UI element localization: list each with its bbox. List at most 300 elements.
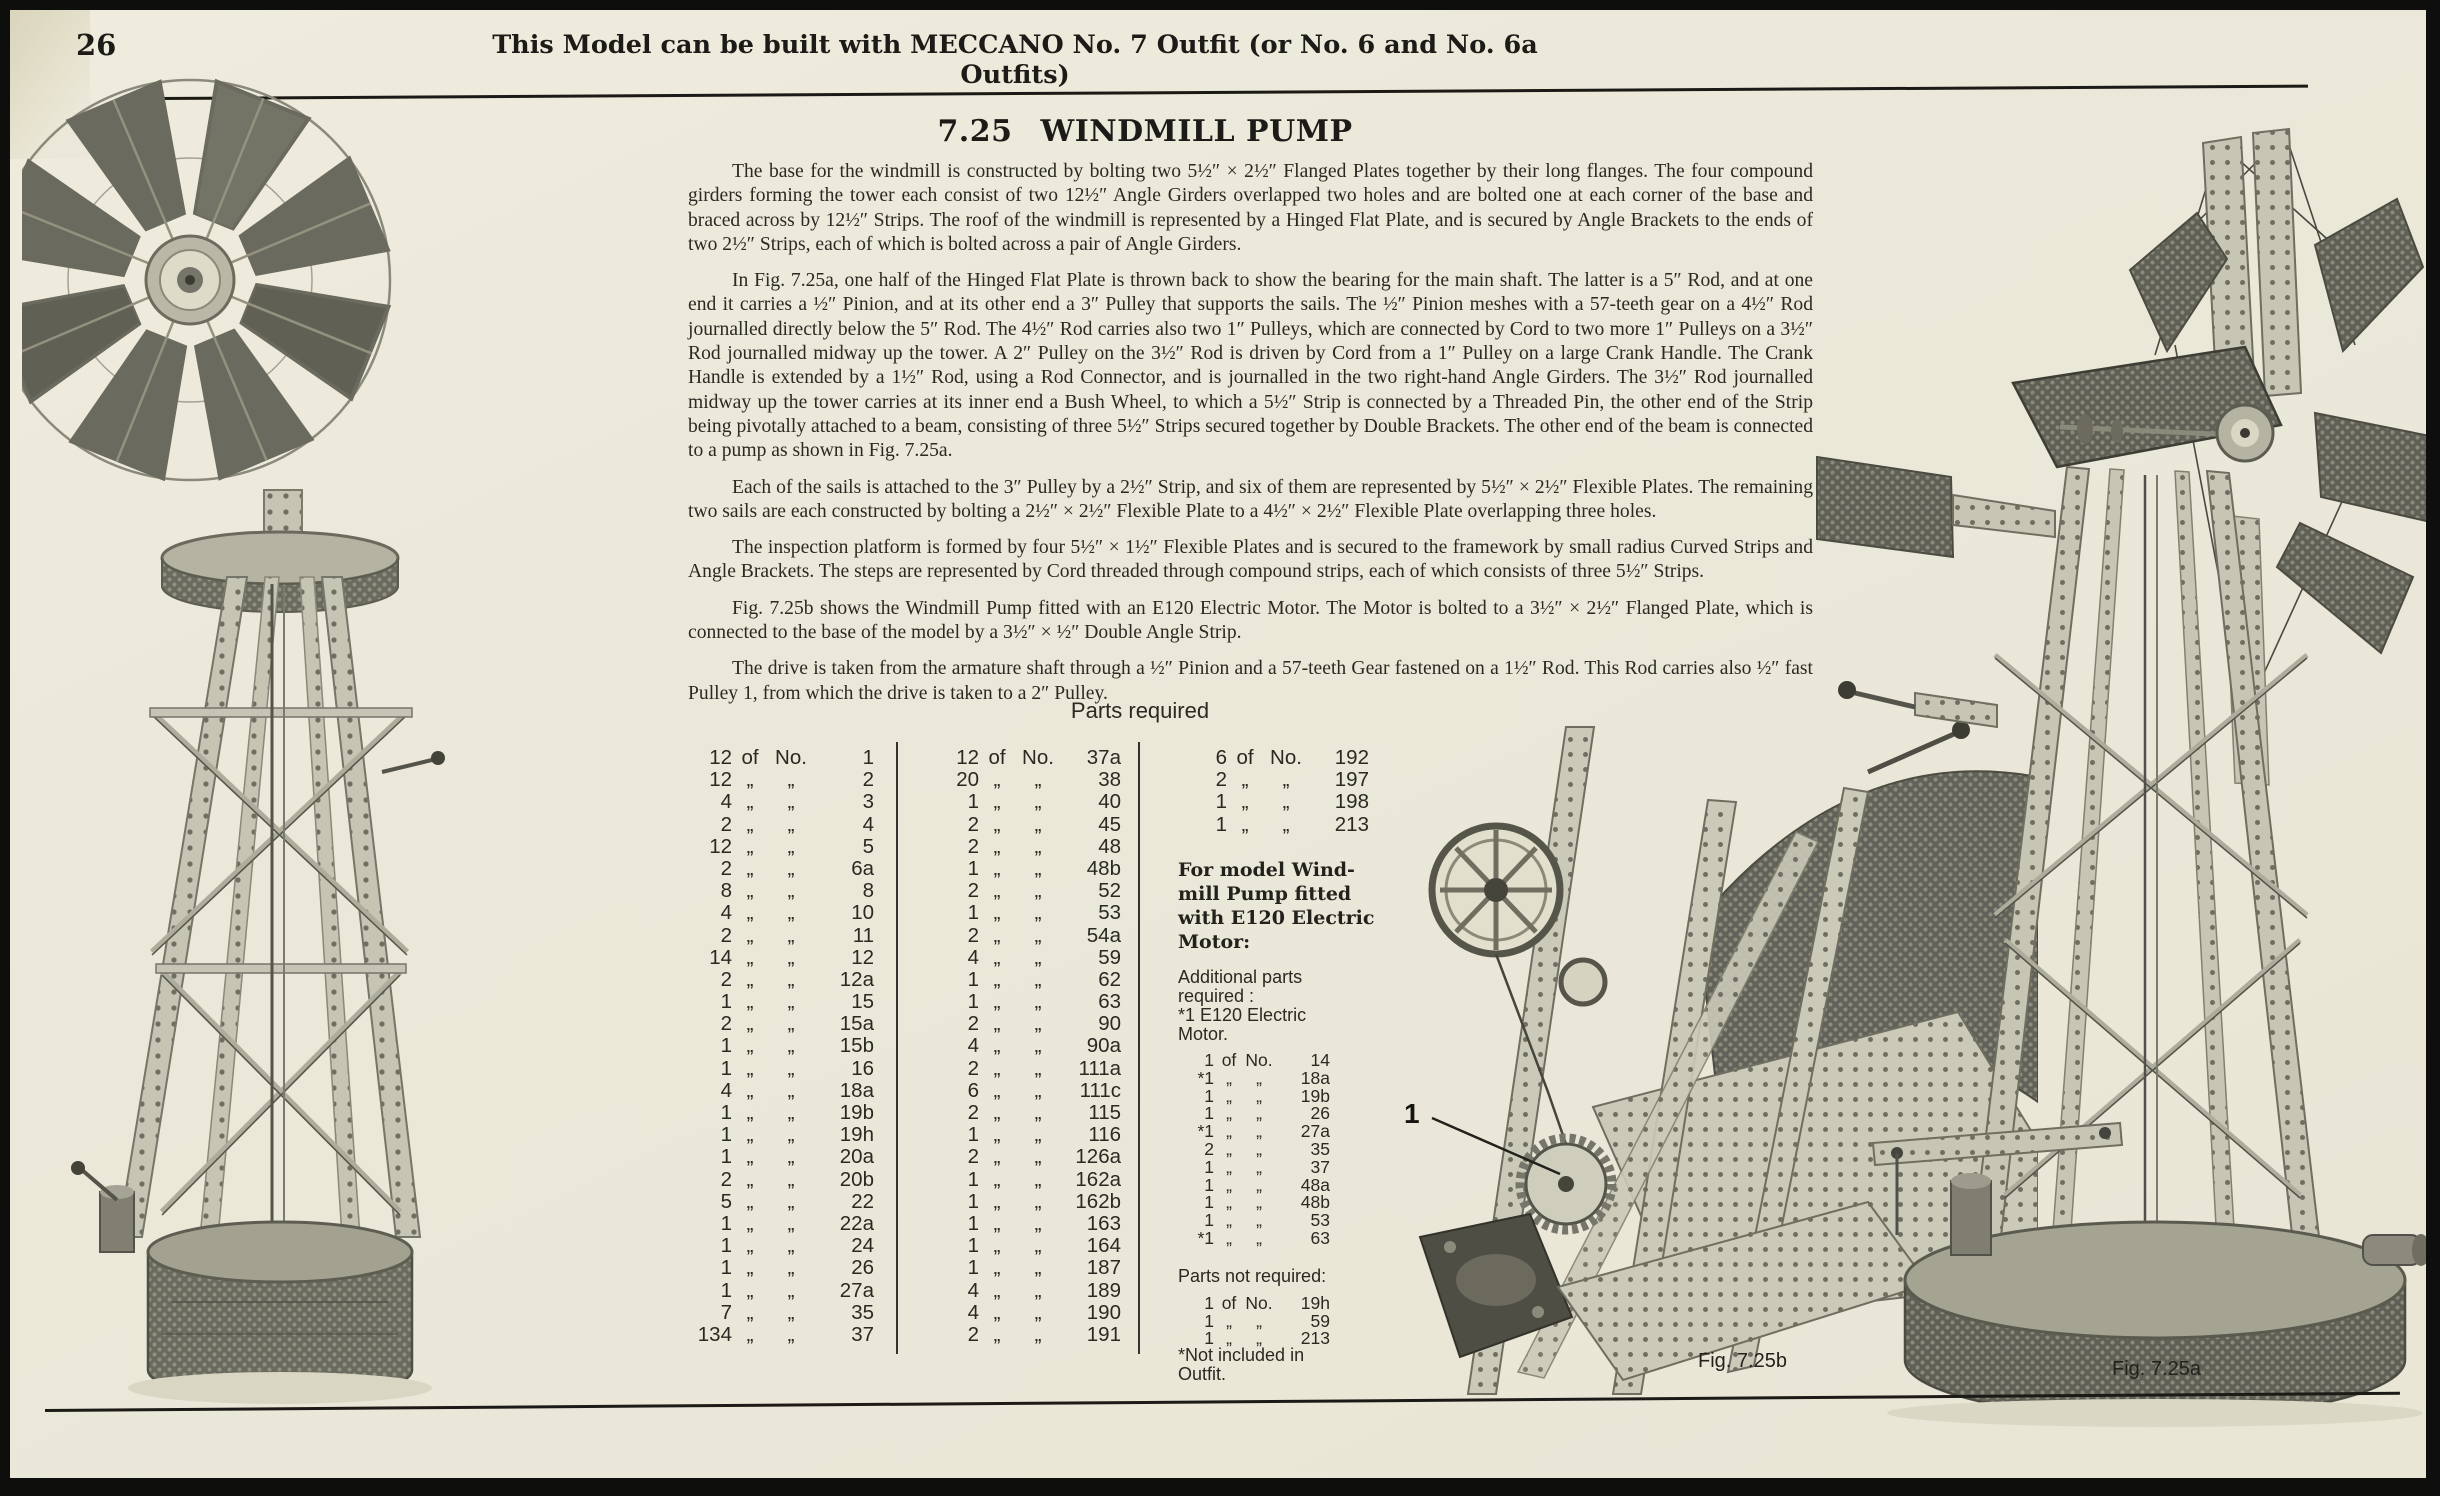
windmill-front-illustration (22, 72, 662, 1417)
column-divider-2 (1138, 742, 1140, 1354)
ditto-of: „ (746, 1322, 754, 1346)
callout-leader-line (1432, 1118, 1560, 1174)
part-quantity: 6 (1215, 746, 1227, 769)
ditto-of: „ (746, 967, 754, 991)
ditto-no: „ (787, 1101, 795, 1124)
part-number: 16 (851, 1056, 874, 1080)
part-number: 48b (1086, 856, 1121, 880)
part-quantity: *1 (1197, 1227, 1214, 1248)
ditto-no: „ (787, 1211, 795, 1235)
ditto-of: „ (746, 812, 754, 836)
ditto-no: „ (1034, 768, 1042, 792)
ditto-of: of (1221, 1050, 1237, 1070)
ditto-of: „ (993, 812, 1001, 836)
ditto-no: „ (1282, 812, 1290, 836)
part-quantity: 1 (720, 1145, 732, 1169)
part-number: 12 (851, 945, 874, 969)
part-quantity: 2 (720, 856, 732, 880)
part-number: 14 (1310, 1050, 1330, 1070)
part-number: 52 (1098, 879, 1121, 903)
ditto-no: „ (787, 1034, 795, 1058)
part-quantity: 1 (1204, 1328, 1214, 1349)
parts-row (686, 1256, 874, 1278)
ditto-no: „ (787, 923, 795, 947)
ditto-of: „ (1226, 1067, 1232, 1088)
ditto-no: „ (1256, 1103, 1262, 1124)
part-quantity: 2 (967, 1012, 979, 1036)
ditto-of: „ (746, 856, 754, 880)
part-number: 26 (851, 1256, 874, 1280)
parts-row (933, 1279, 1121, 1301)
part-quantity: 134 (697, 1322, 732, 1346)
ditto-of: „ (746, 790, 754, 814)
additional-part-row (1178, 1139, 1400, 1157)
part-quantity: 1 (720, 1101, 732, 1124)
parts-row (933, 1256, 1121, 1278)
part-quantity: 1 (967, 990, 979, 1014)
ditto-no: „ (1034, 1322, 1042, 1346)
model-number: 7.25 (937, 114, 1013, 149)
parts-row (933, 1123, 1121, 1145)
part-quantity: 12 (709, 768, 732, 792)
part-quantity: 1 (720, 1056, 732, 1080)
parts-row (686, 746, 874, 768)
part-number: 192 (1334, 746, 1369, 769)
parts-row (1181, 768, 1369, 790)
tower-lattice (118, 577, 420, 1237)
ditto-of: „ (1241, 812, 1249, 836)
part-quantity: 20 (956, 768, 979, 792)
ditto-of: „ (746, 1034, 754, 1058)
part-number: 164 (1086, 1234, 1121, 1258)
ditto-of: „ (746, 923, 754, 947)
part-quantity: 4 (720, 1078, 732, 1102)
part-quantity: 1 (1215, 790, 1227, 814)
ditto-no: „ (787, 834, 795, 858)
ditto-of: „ (746, 1123, 754, 1147)
parts-row (686, 968, 874, 990)
ditto-no: „ (1034, 812, 1042, 836)
ditto-of: of (988, 746, 1006, 769)
ditto-of: „ (746, 1300, 754, 1324)
part-number: 40 (1098, 790, 1121, 814)
ditto-no: „ (1034, 1234, 1042, 1258)
ditto-no: „ (1034, 1278, 1042, 1302)
part-quantity: 1 (967, 790, 979, 814)
ditto-of: „ (993, 1322, 1001, 1346)
ditto-of: „ (993, 901, 1001, 925)
windmill-front-photo (22, 72, 662, 1417)
parts-required-heading: Parts required (1070, 698, 1210, 723)
part-number: 19h (839, 1123, 874, 1147)
parts-row (933, 879, 1121, 901)
parts-row (686, 1168, 874, 1190)
ditto-of: „ (993, 1256, 1001, 1280)
parts-row (933, 1301, 1121, 1323)
part-number: 27a (839, 1278, 874, 1302)
part-number: 198 (1334, 790, 1369, 814)
additional-part-row (1178, 1175, 1400, 1193)
ditto-no: „ (1256, 1210, 1262, 1231)
parts-row (686, 790, 874, 812)
part-quantity: 1 (720, 990, 732, 1014)
ditto-of: „ (993, 1034, 1001, 1058)
part-quantity: 2 (967, 1101, 979, 1124)
ditto-of: „ (993, 923, 1001, 947)
body-paragraph-3: Each of the sails is attached to the 3″ Pulley by a 2½″ Strip, and six of them are represented by 5½″ × 2½″ Flexible Plates. The remaining two sails are each constructed by bolting a 2½″ × 2½″ Flexible Plate to a 4½″ × 2½″ Flexible Plate overlapping three holes. (688, 476, 1813, 522)
part-number: 162b (1075, 1189, 1121, 1213)
part-number: 15a (839, 1012, 874, 1036)
part-number: 15b (839, 1034, 874, 1058)
motor-variant-section (1178, 858, 1400, 1384)
ditto-of: „ (746, 945, 754, 969)
part-quantity: 1 (720, 1234, 732, 1258)
part-number: 18a (839, 1078, 874, 1102)
parts-row (933, 924, 1121, 946)
ditto-no: „ (1034, 879, 1042, 903)
parts-row (686, 1079, 874, 1101)
ditto-no: „ (787, 1012, 795, 1036)
ditto-of: „ (1241, 768, 1249, 792)
parts-row (933, 1012, 1121, 1034)
ditto-of: „ (1226, 1310, 1232, 1331)
ditto-of: „ (746, 1234, 754, 1258)
ditto-no: No. (1022, 746, 1054, 769)
part-quantity: 2 (967, 879, 979, 903)
parts-row (686, 946, 874, 968)
ditto-no: „ (1034, 1056, 1042, 1080)
column-divider-1 (896, 742, 898, 1354)
page-number: 26 (76, 28, 117, 62)
body-paragraph-2: In Fig. 7.25a, one half of the Hinged Flat Plate is thrown back to show the bearing for the main shaft. The latter is a 5″ Rod, and at one end it carries a ½″ Pinion, and at its other end a 3″ Pulley that supports the sails. The ½″ Pinion meshes with a 57-teeth gear on a 4½″ Rod journalled directly below the 5″ Rod. The 4½″ Rod carries also two 1″ Pulleys, which are connected by Cord to two more 1″ Pulleys on a 3½″ Rod journalled midway up the tower. A 2″ Pulley on the 3½″ Rod is driven by Cord from a 1″ Pulley on a large Crank Handle. The Crank Handle is extended by a 1½″ Rod, using a Rod Connector, and is journalled in the two right-hand Angle Girders. The 3½″ Rod journalled midway up the tower carries at its inner end a Bush Wheel, to which a 5½″ Strip is connected by a Threaded Pin, the other end of the Strip being pivotally attached to a beam, consisting of three 5½″ Strips secured together by Double Brackets. The other end of the beam is connected to a pump as shown in Fig. 7.25a. (688, 270, 1813, 462)
additional-parts-heading: Additional parts required : *1 E120 Electric Motor. (1178, 967, 1307, 1044)
parts-row (686, 901, 874, 923)
part-quantity: 2 (720, 812, 732, 836)
ditto-no: „ (787, 879, 795, 903)
parts-row (1181, 790, 1369, 812)
part-quantity: 1 (720, 1278, 732, 1302)
additional-part-row (1178, 1121, 1400, 1142)
parts-row (933, 1190, 1121, 1212)
ditto-of: „ (993, 990, 1001, 1014)
part-number: 26 (1310, 1103, 1330, 1124)
body-paragraph-4: The inspection platform is formed by four 5½″ × 1½″ Flexible Plates and is secured to the framework by small radius Curved Strips and Angle Brackets. The steps are represented by Cord threaded through compound strips, each of which consists of three 5½″ Strips. (688, 537, 1813, 583)
part-quantity: 2 (967, 1145, 979, 1169)
ditto-no: „ (1034, 1101, 1042, 1124)
ditto-of: „ (993, 945, 1001, 969)
ditto-no: „ (787, 945, 795, 969)
part-quantity: 2 (967, 923, 979, 947)
ditto-no: „ (1034, 856, 1042, 880)
ditto-no: No. (1245, 1292, 1273, 1313)
additional-part-row (1178, 1228, 1400, 1246)
parts-list-column-3 (1181, 746, 1369, 835)
part-quantity: 2 (967, 1056, 979, 1080)
not-required-part-row (1178, 1311, 1400, 1329)
part-quantity: 2 (1215, 768, 1227, 792)
part-quantity: 1 (720, 1256, 732, 1280)
parts-row (933, 1101, 1121, 1123)
parts-row (686, 1323, 874, 1345)
crank-handle (382, 751, 445, 772)
ditto-no: „ (1256, 1138, 1262, 1159)
part-number: 59 (1098, 945, 1121, 969)
part-number: 187 (1086, 1256, 1121, 1280)
part-quantity: 4 (967, 1034, 979, 1058)
part-number: 197 (1334, 768, 1369, 792)
part-quantity: 1 (720, 1034, 732, 1058)
parts-row (933, 857, 1121, 879)
parts-row (686, 1212, 874, 1234)
ditto-of: „ (1226, 1156, 1232, 1177)
inspection-platform (162, 532, 398, 612)
part-number: 213 (1334, 812, 1369, 836)
part-quantity: 1 (1204, 1310, 1214, 1331)
part-quantity: 4 (720, 790, 732, 814)
ditto-no: „ (1034, 1256, 1042, 1280)
ditto-no: „ (787, 1322, 795, 1346)
ditto-of: „ (746, 901, 754, 925)
parts-row (686, 1234, 874, 1256)
ditto-no: „ (787, 1278, 795, 1302)
ditto-no: „ (1034, 1145, 1042, 1169)
part-number: 48b (1300, 1192, 1330, 1213)
ditto-no: „ (1034, 1211, 1042, 1235)
ditto-of: „ (746, 1211, 754, 1235)
rear-tower-lattice (1973, 467, 2320, 1245)
part-quantity: 2 (1204, 1138, 1214, 1159)
part-quantity: 1 (720, 1211, 732, 1235)
parts-row (933, 813, 1121, 835)
ditto-no: „ (787, 967, 795, 991)
part-number: 54a (1086, 923, 1121, 947)
figure-caption-b: Fig. 7.25b (1698, 1350, 1787, 1372)
ditto-of: „ (746, 1145, 754, 1169)
part-quantity: 1 (967, 1211, 979, 1235)
ditto-of: „ (993, 1078, 1001, 1102)
part-number: 62 (1098, 967, 1121, 991)
part-number: 191 (1086, 1322, 1121, 1346)
parts-row (686, 1279, 874, 1301)
parts-row (686, 924, 874, 946)
ditto-no: „ (1034, 923, 1042, 947)
part-number: 22a (839, 1211, 874, 1235)
parts-row (686, 1190, 874, 1212)
additional-part-row (1178, 1157, 1400, 1175)
part-quantity: 1 (967, 1234, 979, 1258)
ditto-of: „ (746, 834, 754, 858)
ditto-of: „ (993, 879, 1001, 903)
part-quantity: 1 (720, 1123, 732, 1147)
ditto-no: „ (787, 990, 795, 1014)
part-number: 38 (1098, 768, 1121, 792)
parts-row (933, 1212, 1121, 1234)
ditto-of: „ (993, 856, 1001, 880)
detached-sail (1817, 457, 2055, 557)
small-pulley (1561, 960, 1605, 1004)
ditto-of: „ (993, 1101, 1001, 1124)
ditto-of: „ (1226, 1085, 1232, 1106)
ditto-no: „ (787, 901, 795, 925)
part-number: 111c (1079, 1078, 1121, 1102)
part-quantity: 1 (967, 1167, 979, 1191)
part-quantity: 1 (1204, 1292, 1214, 1313)
part-number: 45 (1098, 812, 1121, 836)
ditto-of: „ (746, 1012, 754, 1036)
body-paragraph-6: The drive is taken from the armature shaft through a ½″ Pinion and a 57-teeth Gear fastened on a 1½″ Rod. This Rod carries also ½″ fast Pulley 1, from which the drive is taken to a 2″ Pulley. (688, 658, 1813, 704)
parts-row (933, 946, 1121, 968)
parts-row (933, 1145, 1121, 1167)
ditto-no: „ (787, 1300, 795, 1324)
ditto-no: „ (1034, 1300, 1042, 1324)
part-number: 12a (839, 967, 874, 991)
instructions-text (688, 160, 1813, 718)
parts-row (933, 790, 1121, 812)
parts-row (686, 1123, 874, 1145)
part-quantity: 1 (1204, 1103, 1214, 1124)
spoked-pulley (1432, 826, 1560, 954)
part-number: 189 (1086, 1278, 1121, 1302)
parts-row (933, 768, 1121, 790)
part-quantity: 5 (720, 1189, 732, 1213)
ditto-no: „ (787, 812, 795, 836)
ditto-of: „ (993, 1189, 1001, 1213)
ditto-of: „ (1226, 1121, 1232, 1142)
body-paragraph-5: Fig. 7.25b shows the Windmill Pump fitted with an E120 Electric Motor. The Motor is bolted to a 3½″ × 2½″ Flanged Plate, which is connected to the base of the model by a 3½″ × ½″ Double Angle Strip. (688, 597, 1813, 644)
part-quantity: 2 (720, 1012, 732, 1036)
part-number: 37 (1310, 1156, 1330, 1177)
ditto-of: „ (746, 990, 754, 1014)
parts-row (686, 1145, 874, 1167)
part-quantity: *1 (1197, 1121, 1214, 1142)
ditto-no: „ (1256, 1085, 1262, 1106)
ditto-no: „ (1034, 945, 1042, 969)
part-quantity: 1 (967, 901, 979, 925)
parts-row (933, 990, 1121, 1012)
part-number: 53 (1310, 1210, 1330, 1231)
part-quantity: 7 (720, 1300, 732, 1324)
motor-variant-title: For model Wind- mill Pump fitted with E120 Electric Motor: (1178, 859, 1375, 953)
part-number: 162a (1075, 1167, 1121, 1191)
ditto-of: „ (746, 1101, 754, 1124)
ditto-of: „ (1226, 1210, 1232, 1231)
parts-row (933, 746, 1121, 768)
ditto-no: „ (787, 1123, 795, 1147)
part-number: 63 (1098, 990, 1121, 1014)
part-number: 24 (851, 1234, 874, 1258)
ditto-no: „ (1034, 1167, 1042, 1191)
part-number: 19b (839, 1101, 874, 1124)
ditto-of: „ (993, 1145, 1001, 1169)
ditto-no: „ (1256, 1328, 1262, 1349)
parts-row (686, 990, 874, 1012)
ditto-no: „ (1256, 1121, 1262, 1142)
parts-row (933, 1234, 1121, 1256)
part-number: 15 (851, 990, 874, 1014)
part-number: 20b (839, 1167, 874, 1191)
ditto-no: „ (1256, 1227, 1262, 1248)
parts-row (686, 1301, 874, 1323)
not-required-part-row (1178, 1293, 1400, 1311)
part-quantity: 4 (967, 1278, 979, 1302)
additional-part-row (1178, 1103, 1400, 1124)
part-number: 213 (1300, 1328, 1330, 1349)
ditto-no: „ (787, 856, 795, 880)
callout-1-label: 1 (1404, 1098, 1420, 1129)
ditto-no: „ (1256, 1156, 1262, 1177)
parts-row (933, 1057, 1121, 1079)
ditto-no: „ (1034, 1012, 1042, 1036)
ditto-of: „ (1226, 1138, 1232, 1159)
ditto-no: „ (1282, 768, 1290, 792)
ditto-no: „ (1256, 1192, 1262, 1213)
ditto-no: „ (787, 1256, 795, 1280)
ditto-of: „ (746, 1278, 754, 1302)
ditto-no: „ (1034, 990, 1042, 1014)
ditto-no: „ (1256, 1310, 1262, 1331)
sail-wheel (22, 79, 391, 481)
ditto-no: No. (775, 746, 807, 769)
parts-row (933, 1168, 1121, 1190)
part-number: 19h (1300, 1292, 1330, 1313)
ditto-no: No. (1245, 1050, 1273, 1070)
part-quantity: 2 (967, 812, 979, 836)
body-paragraph-1: The base for the windmill is constructed by bolting two 5½″ × 2½″ Flanged Plates together by their long flanges. The four compound girders forming the tower each consist of two 12½″ Angle Girders overlapped two holes and are bolted one at each corner of the base and braced across by 12½″ Strips. The roof of the windmill is represented by a Hinged Flat Plate, and is secured by Angle Brackets to the ends of two 2½″ Strips, each of which is bolted across a pair of Angle Girders. (688, 161, 1813, 255)
ditto-of: „ (746, 1056, 754, 1080)
ditto-of: „ (746, 1256, 754, 1280)
part-quantity: 1 (967, 1189, 979, 1213)
part-number: 18a (1300, 1067, 1330, 1088)
part-quantity: 2 (720, 967, 732, 991)
ditto-no: „ (787, 1189, 795, 1213)
ditto-no: „ (787, 790, 795, 814)
parts-row (686, 1012, 874, 1034)
part-number: 1 (862, 746, 874, 769)
parts-row (933, 1323, 1121, 1345)
part-quantity: 1 (1204, 1156, 1214, 1177)
outfit-footnote: *Not included in Outfit. (1178, 1345, 1305, 1385)
ditto-of: „ (746, 1189, 754, 1213)
additional-part-row (1178, 1050, 1400, 1068)
parts-list-column-1 (686, 746, 874, 1345)
part-quantity: 8 (720, 879, 732, 903)
part-number: 126a (1075, 1145, 1121, 1169)
part-number: 53 (1098, 901, 1121, 925)
part-number: 6a (851, 856, 874, 880)
ditto-no: „ (1256, 1067, 1262, 1088)
model-name: WINDMILL PUMP (1040, 114, 1353, 149)
part-number: 8 (862, 879, 874, 903)
ditto-of: „ (993, 790, 1001, 814)
parts-row (933, 1079, 1121, 1101)
part-number: 2 (862, 768, 874, 792)
ditto-no: No. (1270, 746, 1302, 769)
parts-row (933, 968, 1121, 990)
ditto-of: of (1236, 746, 1254, 769)
ditto-of: „ (746, 879, 754, 903)
ditto-of: „ (746, 768, 754, 792)
ditto-of: „ (1226, 1328, 1232, 1349)
parts-row (686, 879, 874, 901)
ditto-no: „ (1034, 967, 1042, 991)
parts-list-column-2 (933, 746, 1121, 1345)
part-quantity: 1 (967, 967, 979, 991)
part-number: 19b (1300, 1085, 1330, 1106)
part-number: 90 (1098, 1012, 1121, 1036)
ditto-of: „ (993, 1056, 1001, 1080)
part-quantity: 14 (709, 945, 732, 969)
part-quantity: 1 (967, 1256, 979, 1280)
